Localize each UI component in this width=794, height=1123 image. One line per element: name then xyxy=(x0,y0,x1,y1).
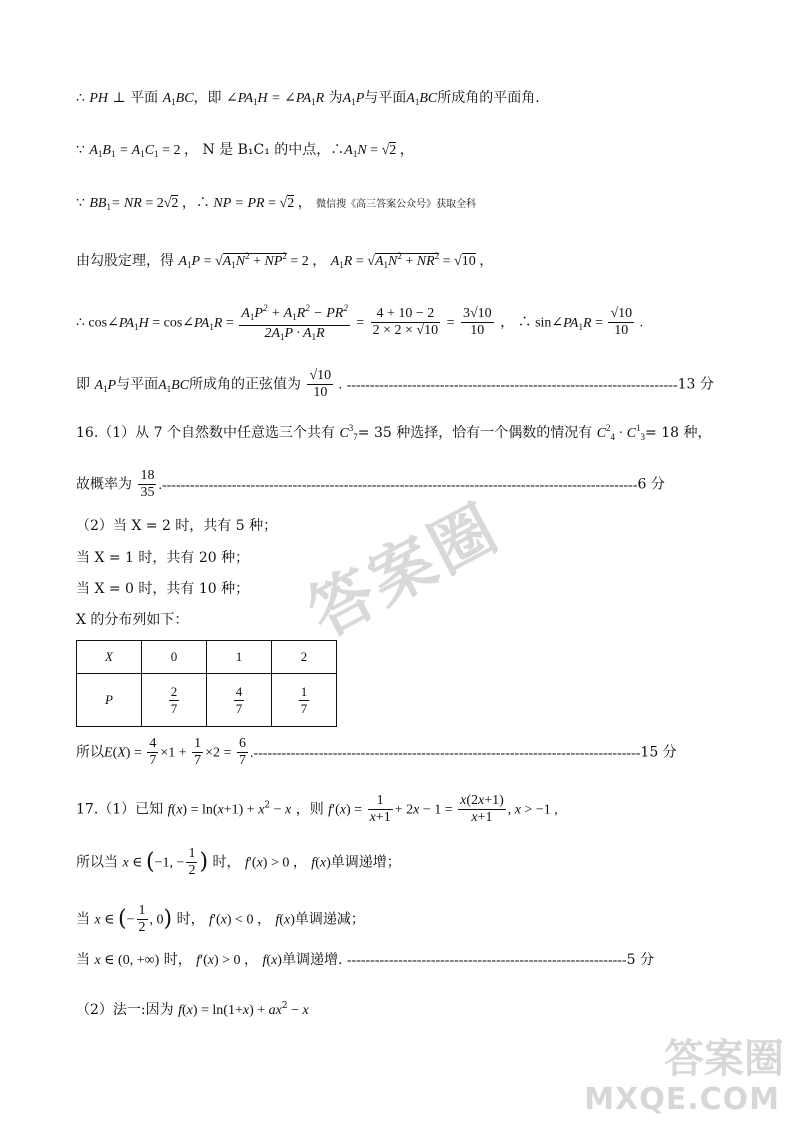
table-cell: $\frac{2}{7}$ xyxy=(142,674,207,727)
text-line-4: 由勾股定理，得 $A_1P = √A_1N^2 + NP^2 = 2$ ， $A_1R = √A_1N^2 + NR^2 = √10$ ， xyxy=(76,251,494,270)
q16-line-4: 当 X = 1 时，共有 20 种； xyxy=(76,550,250,566)
table-row xyxy=(77,674,337,727)
q17-line-4: 当 x ∈ (0, +∞) 时， f′(x) > 0 ， f(x)单调递增. ------------------------------------------------------------5 分 xyxy=(76,952,654,968)
watermark: 答案圈 xyxy=(297,490,513,652)
text-line-3: ∵ $BB_1=$ NR = 2√2 ，∴ NP = PR = √2 ， 微信搜《高三答案公众号》获取全科 xyxy=(76,195,477,212)
q16-line-2: 故概率为 $\frac{18}{35}$ .------------------------------------------------------------------------------------------------------6 分 xyxy=(76,468,665,500)
logo-text-top: 答案圈 xyxy=(664,1036,784,1082)
distribution-table xyxy=(76,640,337,727)
table-cell: X xyxy=(77,641,142,674)
text-line-2: ∵ $A_1B_1 = A_1C_1 = 2$ ， N 是 B₁C₁ 的中点，$\therefore A_1N = √2$ ， xyxy=(76,142,414,159)
q17-line-5: （2）法一:因为 $f(x) = \ln(1+x) + ax^2 - x$ xyxy=(76,1001,309,1018)
table-row xyxy=(77,641,337,674)
table-cell: 0 xyxy=(142,641,207,674)
wechat-note: 微信搜《高三答案公众号》获取全科 xyxy=(316,199,477,210)
text-line-5: ∴ $\cos\angle PA_1H$ = $\cos\angle PA_1R$ = $\frac{A_1P^2 + A_1R^2 - PR^2}{2A_1P \cdot A_1R}$ = $\frac{4 + 10 - 2}{2 \times 2 \times √10}$ = $\frac{3√10}{10}$ ， ∴ $\sin\angle PA_1R$ = $\frac{√10}{10}$ . xyxy=(76,300,643,345)
table-cell: P xyxy=(77,674,142,727)
q16-line-6: X 的分布列如下： xyxy=(76,612,189,628)
text-line-6: 即 $A_1P$与平面$A_1BC$所成角的正弦值为 $\frac{√10}{10}$ . -----------------------------------------------------------------------13 分 xyxy=(76,368,714,400)
q16-line-1: 16.（1）从 7 个自然数中任意选三个共有 $C_{37}= 35$ 种选择，恰有一个偶数的情况有 $C_{24} \cdot C_{13}= 18$ 种， xyxy=(76,423,712,442)
text-line-1: ∴ PH ⊥ 平面 $A_1BC$，即 $\angle PA_1H$ = $\angle PA_1R$ 为$A_1P$与平面$A_1BC$所成角的平面角. xyxy=(76,90,540,107)
q16-expectation: 所以E(X) = $\frac{4}{7}$ ×1 + $\frac{1}{7}$ ×2 = $\frac{6}{7}$ .-----------------------------------------------------------------------------------15 分 xyxy=(76,736,677,768)
table-cell: $\frac{4}{7}$ xyxy=(207,674,272,727)
q17-line-3: 当 x ∈ (− $\frac{1}{2}$ , 0) 时， f′(x) < 0 ， f(x)单调递减； xyxy=(76,903,365,935)
site-logo xyxy=(584,1027,784,1117)
table-cell: 1 xyxy=(207,641,272,674)
q17-line-2: 所以当 x ∈ (−1, − $\frac{1}{2}$ ) 时， f′(x) > 0 ， f(x)单调递增； xyxy=(76,846,401,878)
table-cell: $\frac{1}{7}$ xyxy=(272,674,337,727)
table-cell: 2 xyxy=(272,641,337,674)
q16-line-3: （2）当 X = 2 时，共有 5 种； xyxy=(76,518,278,534)
q16-line-5: 当 X = 0 时，共有 10 种； xyxy=(76,581,250,597)
q17-line-1: 17.（1）已知 $f(x) = \ln(x+1) + x^2 - x$ ，则 f′(x) = $\frac{1}{x+1}$ + 2x − 1 = $\frac{x(2x+1)}{x+1}$ , x > −1 , xyxy=(76,793,558,825)
logo-text-bottom: MXQE.COM xyxy=(584,1082,780,1117)
